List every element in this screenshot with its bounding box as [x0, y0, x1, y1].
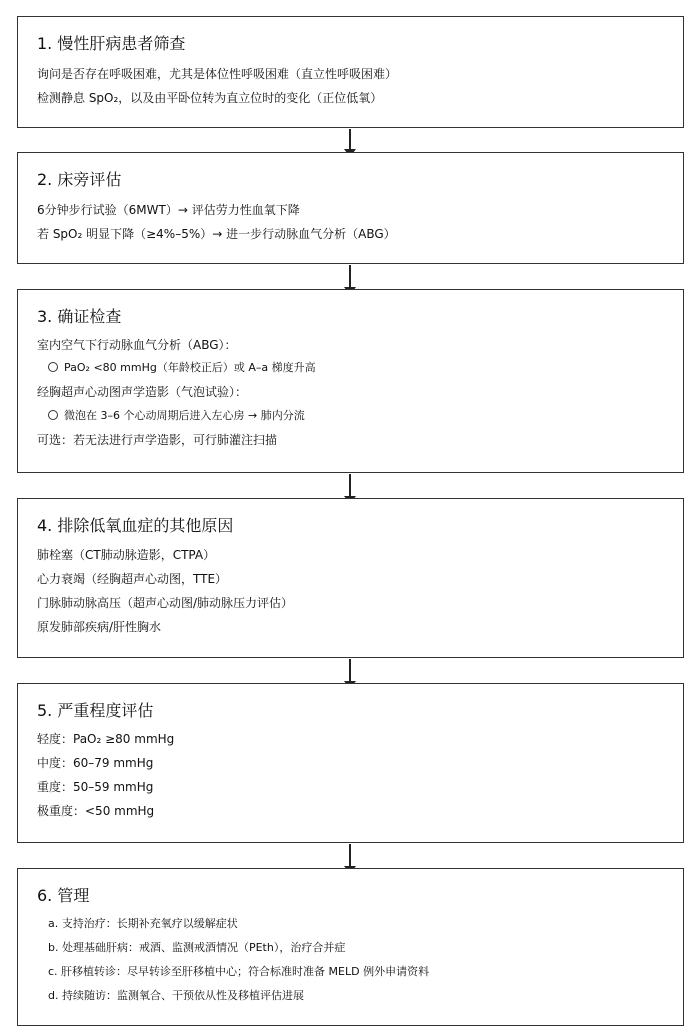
step-box-screening: [17, 16, 684, 128]
step-line: 可选：若无法进行声学造影，可行肺灌注扫描: [37, 433, 278, 447]
step-title: 3. 确证检查: [37, 307, 122, 326]
step-title: 4. 排除低氧血症的其他原因: [37, 516, 234, 535]
step-line: 询问是否存在呼吸困难，尤其是体位性呼吸困难（直立性呼吸困难）: [37, 67, 398, 81]
step-line: c. 肝移植转诊：尽早转诊至肝移植中心；符合标准时准备 MELD 例外申请资料: [48, 965, 430, 978]
step-line: 室内空气下行动脉血气分析（ABG）：: [37, 338, 237, 352]
step-line: 6分钟步行试验（6MWT）→ 评估劳力性血氧下降: [37, 203, 300, 217]
step-box-confirm: [17, 289, 684, 473]
step-subline-text: 微泡在 3–6 个心动周期后进入左心房 → 肺内分流: [64, 409, 305, 422]
step-subline-text: PaO₂ <80 mmHg（年龄校正后）或 A–a 梯度升高: [64, 361, 316, 374]
step-line: b. 处理基础肝病：戒酒、监测戒酒情况（PEth），治疗合并症: [48, 941, 346, 954]
step-box-management: [17, 868, 684, 1026]
step-line: 中度：60–79 mmHg: [37, 756, 154, 770]
step-line: 心力衰竭（经胸超声心动图，TTE）: [37, 572, 228, 586]
step-line: 经胸超声心动图声学造影（气泡试验）：: [37, 385, 248, 399]
step-line: a. 支持治疗：长期补充氧疗以缓解症状: [48, 917, 238, 930]
step-line: 检测静息 SpO₂，以及由平卧位转为直立位时的变化（正位低氧）: [37, 91, 383, 105]
step-subline: [48, 360, 316, 376]
step-line: 若 SpO₂ 明显下降（≥4%–5%）→ 进一步行动脉血气分析（ABG）: [37, 227, 396, 241]
step-subline: [48, 408, 305, 424]
step-title: 6. 管理: [37, 886, 90, 905]
step-line: 原发肺部疾病/肝性胸水: [37, 620, 162, 634]
step-title: 1. 慢性肝病患者筛查: [37, 34, 186, 53]
step-box-exclude: [17, 498, 684, 658]
step-line: d. 持续随访：监测氧合、干预依从性及移植评估进展: [48, 989, 304, 1002]
circle-bullet-icon: [48, 410, 58, 420]
step-line: 极重度：<50 mmHg: [37, 804, 155, 818]
step-line: 肺栓塞（CT肺动脉造影，CTPA）: [37, 548, 216, 562]
step-line: 轻度：PaO₂ ≥80 mmHg: [37, 732, 175, 746]
step-box-severity: [17, 683, 684, 843]
step-title: 5. 严重程度评估: [37, 701, 154, 720]
step-box-bedside: [17, 152, 684, 264]
step-title: 2. 床旁评估: [37, 170, 122, 189]
circle-bullet-icon: [48, 362, 58, 372]
step-line: 重度：50–59 mmHg: [37, 780, 154, 794]
step-line: 门脉肺动脉高压（超声心动图/肺动脉压力评估）: [37, 596, 294, 610]
